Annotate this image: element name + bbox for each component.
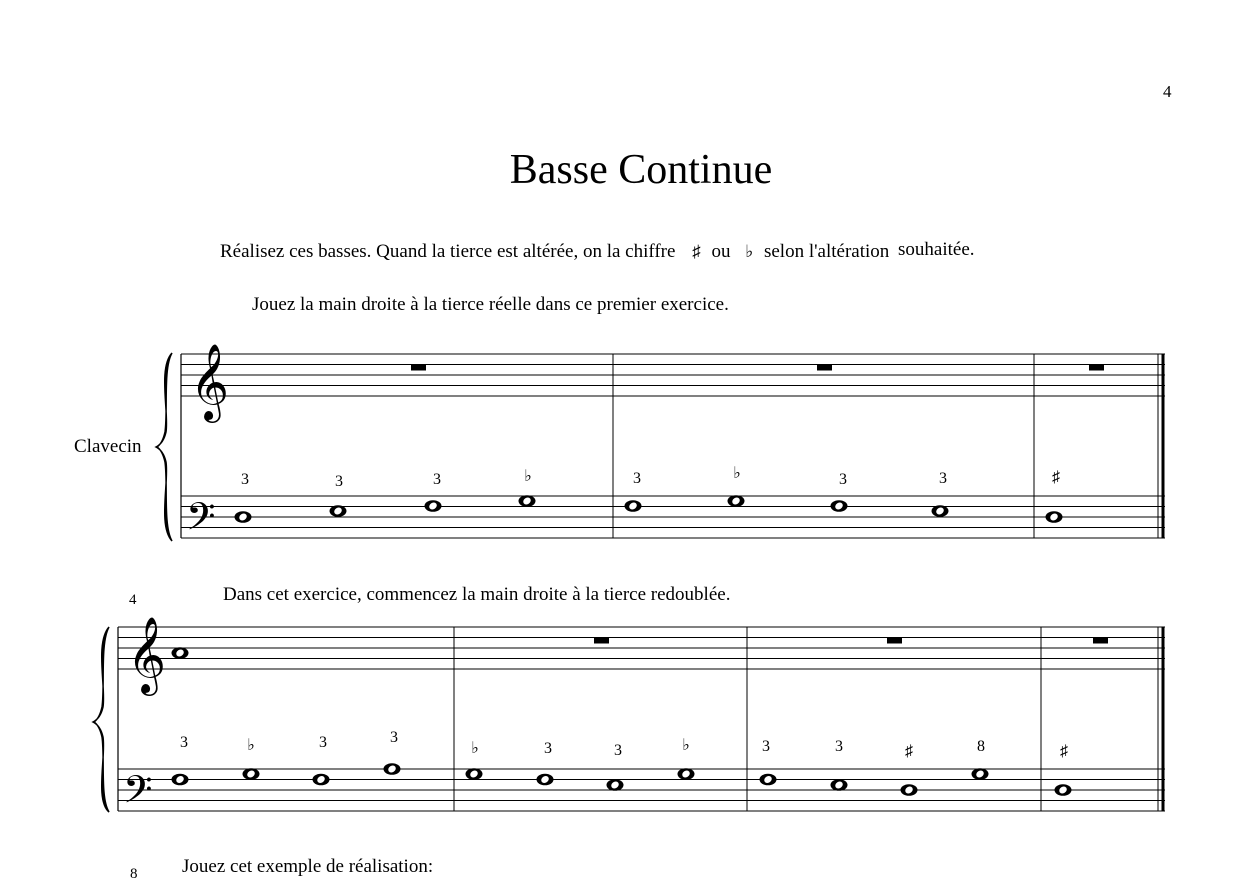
figure: 3: [241, 471, 249, 488]
instruction-text-1d: souhaitée.: [898, 239, 975, 260]
figure: 3: [544, 740, 552, 757]
brace: [93, 627, 109, 812]
whole-note: [1046, 511, 1063, 523]
treble-staff: [181, 354, 1165, 396]
figure: ♯: [1060, 743, 1068, 760]
figured-bass-1: [241, 465, 1060, 490]
whole-note: [901, 784, 918, 796]
instruction-text-1a: Réalisez ces basses. Quand la tierce est altérée, on la chiffre: [220, 241, 676, 262]
bass-notes: [235, 495, 1063, 523]
whole-note: [760, 774, 777, 786]
instruction-text-1b: ou: [711, 241, 731, 262]
whole-rest: [887, 638, 902, 644]
figure: 3: [433, 471, 441, 488]
figure: ♭: [471, 740, 479, 757]
bass-clef-icon: 𝄢: [186, 494, 216, 548]
flat-symbol: ♭: [745, 242, 754, 261]
bass-staff: [118, 769, 1165, 811]
figure: 8: [977, 738, 985, 755]
page-title: Basse Continue: [509, 147, 773, 193]
instruction-line-3: Dans cet exercice, commencez la main droite à la tierce redoublée.: [223, 584, 731, 605]
treble-staff: [118, 627, 1165, 669]
whole-note: [384, 763, 401, 775]
whole-note: [243, 768, 260, 780]
whole-note: [330, 505, 347, 517]
measure-number-system-3: 8: [130, 866, 138, 882]
system-1: [156, 343, 1165, 548]
sharp-symbol: ♯: [692, 242, 701, 261]
instruction-line-2: Jouez la main droite à la tierce réelle dans ce premier exercice.: [252, 294, 729, 315]
whole-note: [728, 495, 745, 507]
whole-note: [1055, 784, 1072, 796]
system-2: [93, 616, 1165, 821]
figure: ♭: [524, 468, 532, 485]
bass-staff: [181, 496, 1165, 538]
figure: ♯: [1052, 469, 1060, 486]
figure: 3: [762, 738, 770, 755]
treble-clef-icon: 𝄞: [127, 616, 167, 693]
whole-note: [932, 505, 949, 517]
whole-note: [625, 500, 642, 512]
whole-rest: [411, 365, 426, 371]
figure: 3: [335, 473, 343, 490]
whole-note: [466, 768, 483, 780]
measure-number-system-2: 4: [129, 592, 137, 608]
figure: 3: [180, 734, 188, 751]
whole-rest: [1093, 638, 1108, 644]
figure: ♭: [682, 737, 690, 754]
whole-note: [607, 779, 624, 791]
figured-bass-2: [180, 729, 1068, 760]
whole-note: [172, 647, 189, 659]
whole-rest: [594, 638, 609, 644]
instruction-text-1c: selon l'altération: [763, 241, 890, 262]
treble-clef-icon: 𝄞: [190, 343, 230, 420]
whole-rest: [817, 365, 832, 371]
bass-clef-icon: 𝄢: [123, 767, 153, 821]
whole-note: [313, 774, 330, 786]
whole-note: [678, 768, 695, 780]
brace: [156, 353, 172, 541]
instruction-line-4: Jouez cet exemple de réalisation:: [182, 856, 434, 877]
whole-note: [537, 774, 554, 786]
figure: ♯: [905, 743, 913, 760]
whole-note: [172, 774, 189, 786]
instrument-name: Clavecin: [74, 436, 142, 457]
whole-note: [831, 779, 848, 791]
figure: 3: [835, 738, 843, 755]
figure: 3: [390, 729, 398, 746]
figure: 3: [319, 734, 327, 751]
figure: ♭: [247, 737, 255, 754]
figure: 3: [633, 470, 641, 487]
whole-rest: [1089, 365, 1104, 371]
page-number: 4: [1163, 82, 1172, 101]
figure: ♭: [733, 465, 741, 482]
whole-note: [831, 500, 848, 512]
figure: 3: [614, 742, 622, 759]
whole-note: [425, 500, 442, 512]
figure: 3: [939, 470, 947, 487]
whole-note: [235, 511, 252, 523]
figure: 3: [839, 471, 847, 488]
whole-note: [972, 768, 989, 780]
whole-note: [519, 495, 536, 507]
